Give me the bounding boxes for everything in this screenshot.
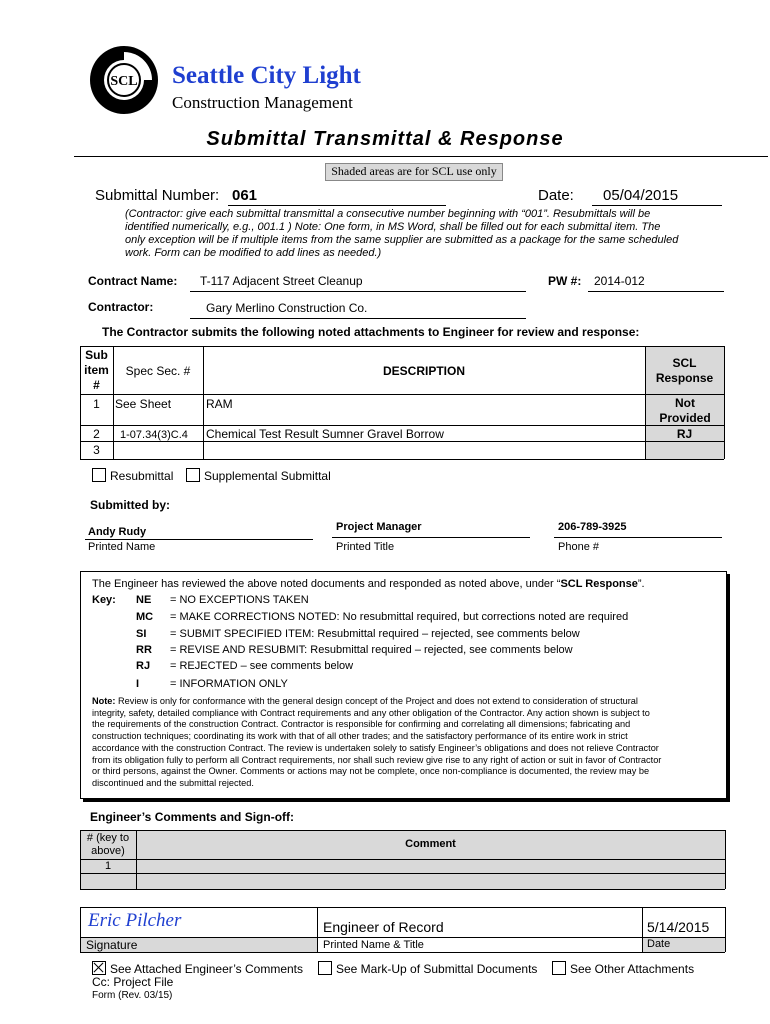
instruction-line: work. Form can be modified to add lines as needed.) <box>125 247 382 259</box>
other-attachments-checkbox[interactable]: See Other Attachments <box>552 961 694 976</box>
signature-caption: Signature <box>86 938 138 952</box>
attachments-heading: The Contractor submits the following noted attachments to Engineer for review and response: <box>102 325 640 339</box>
date-field[interactable]: 05/04/2015 <box>603 187 679 204</box>
signoff-date[interactable]: 5/14/2015 <box>647 919 710 935</box>
comments-heading: Engineer’s Comments and Sign-off: <box>90 810 295 824</box>
review-note: Note: Review is only for conformance with the general design concept of the Project and does not extend to consideration of structural integrity, safety, detailed compliance with Contract requirements and any other obligation of the Contractor. Any action shown is subject to the requirements of the construction Contract. Contractor is responsible for confirming and correlating all dimensions; fabricating and construction techniques; coordinating its work with that of all other trades; and the satisfactory performance of its entire work in strict accordance with the construction Contract. The review is undertaken solely to satisfy Engineer’s obligations and does not relieve Contractor from its obligation fully to perform all Contract requirements, nor shall such review give rise to any right of action or suit in favor of Contractor or third persons, against the Owner. Comments or actions may not be complete, once non-compliance is documented, the review may be discontinued and the submittal rejected. <box>92 696 662 788</box>
submitted-name[interactable]: Andy Rudy <box>88 526 147 538</box>
checkbox-icon <box>318 961 332 975</box>
submitted-phone[interactable]: 206-789-3925 <box>558 521 627 533</box>
printed-name-caption: Printed Name <box>88 541 156 553</box>
shaded-note: Shaded areas are for SCL use only <box>331 164 497 178</box>
org-name: Seattle City Light <box>172 62 361 89</box>
division-name: Construction Management <box>172 93 353 112</box>
contractor-field[interactable]: Gary Merlino Construction Co. <box>206 301 368 315</box>
svg-text:SCL: SCL <box>110 74 138 89</box>
engineer-name-title[interactable]: Engineer of Record <box>323 919 444 935</box>
comment-row-number: 1 <box>104 860 112 872</box>
pw-label: PW #: <box>548 274 582 288</box>
checkbox-icon <box>186 468 200 482</box>
checkbox-checked-icon <box>92 961 106 975</box>
checkbox-icon <box>92 468 106 482</box>
date-label: Date: <box>538 187 574 204</box>
engineers-comments-checkbox[interactable]: See Attached Engineer’s Comments <box>92 961 303 976</box>
submittal-number-field[interactable]: 061 <box>232 187 258 204</box>
cc-line: Cc: Project File <box>92 975 174 989</box>
checkbox-icon <box>552 961 566 975</box>
scl-logo <box>88 44 160 116</box>
date-caption: Date <box>647 938 671 950</box>
submittal-number-label: Submittal Number: <box>95 187 220 204</box>
col-header-comment: Comment <box>405 838 456 850</box>
instruction-line: only exception will be if multiple items from the same supplier are submitted as a package for the same scheduled <box>125 234 679 246</box>
pw-field[interactable]: 2014-012 <box>594 274 645 288</box>
instruction-line: identified numerically, e.g., 001.1 ) Note: One form, in MS Word, shall be filled out for each submittal item. The <box>125 221 661 233</box>
submitted-by-heading: Submitted by: <box>90 498 170 512</box>
submitted-title[interactable]: Project Manager <box>336 521 422 533</box>
phone-caption: Phone # <box>558 541 599 553</box>
submittal-instructions <box>125 208 678 260</box>
form-title: Submittal Transmittal & Response <box>206 128 564 150</box>
supplemental-checkbox[interactable]: Supplemental Submittal <box>186 468 331 483</box>
col-header-key: # (key to above) <box>86 832 130 857</box>
instruction-line: (Contractor: give each submittal transmittal a consecutive number beginning with “001”. Resubmittals will be <box>125 208 651 220</box>
col-header-spec: Spec Sec. # <box>125 364 191 378</box>
col-header-response: SCL Response <box>655 356 714 385</box>
resubmittal-checkbox[interactable]: Resubmittal <box>92 468 173 483</box>
markup-checkbox[interactable]: See Mark-Up of Submittal Documents <box>318 961 537 976</box>
name-title-caption: Printed Name & Title <box>323 939 424 951</box>
printed-title-caption: Printed Title <box>336 541 395 553</box>
key-label: Key: <box>92 594 116 606</box>
contract-name-field[interactable]: T-117 Adjacent Street Cleanup <box>200 274 363 288</box>
form-revision: Form (Rev. 03/15) <box>92 990 173 1001</box>
review-intro: The Engineer has reviewed the above noted documents and responded as noted above, under “SCL Response”. <box>92 578 645 590</box>
col-header-description: DESCRIPTION <box>382 364 465 378</box>
signature-field[interactable]: Eric Pilcher <box>88 910 182 931</box>
contractor-label: Contractor: <box>88 300 154 314</box>
contract-name-label: Contract Name: <box>88 274 178 288</box>
col-header-sub-item: Sub item # <box>84 348 109 392</box>
